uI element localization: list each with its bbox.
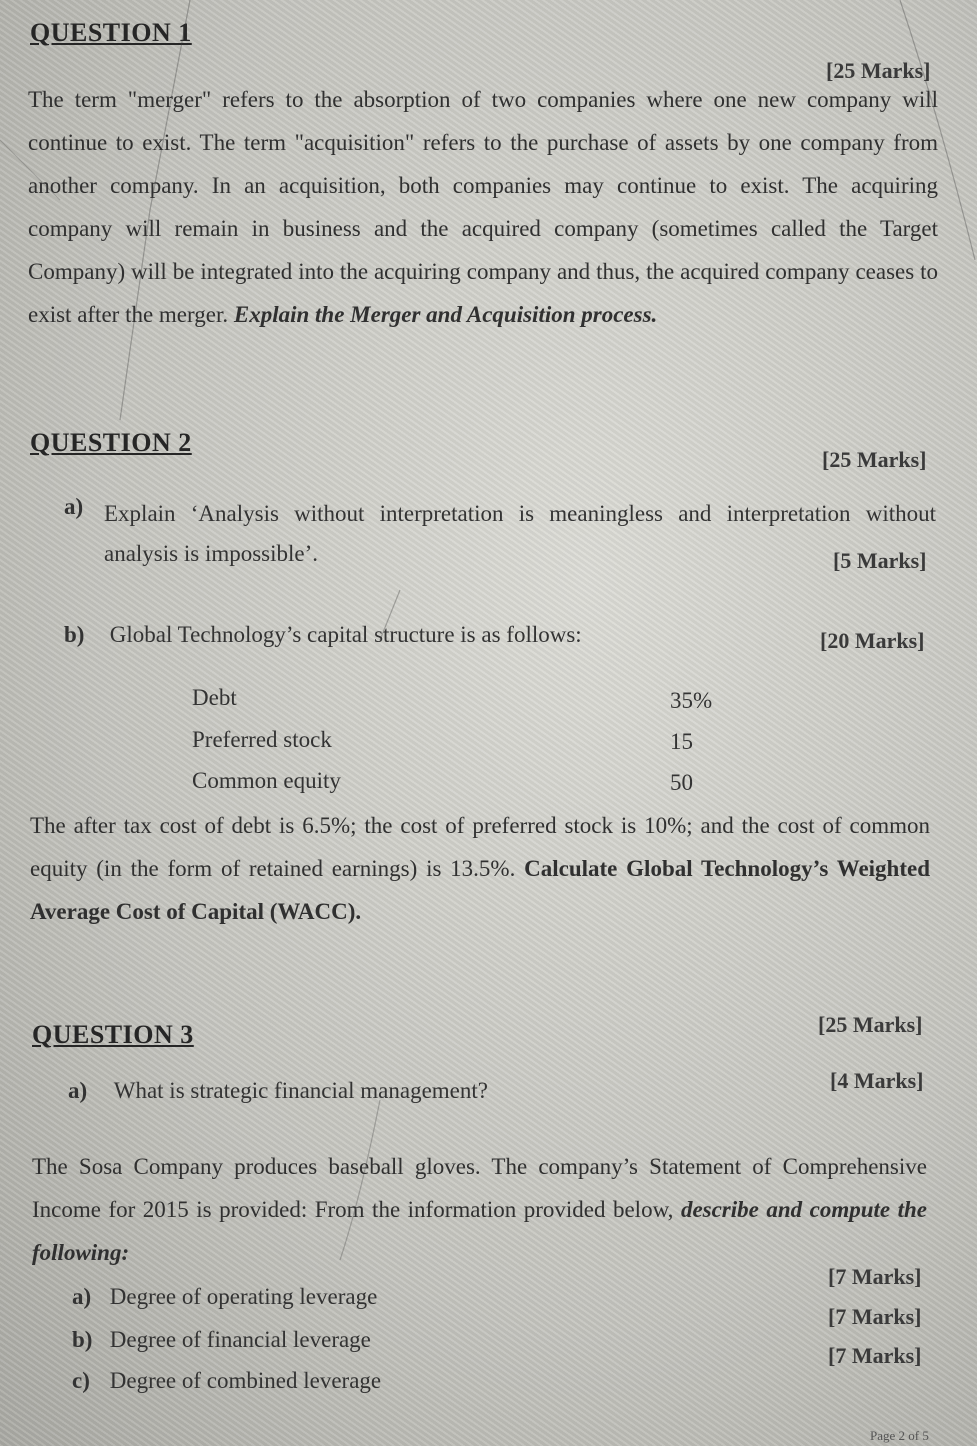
question-3a [68,1078,488,1104]
item-marks: [7 Marks] [828,1264,922,1289]
question-3a-label: a) [68,1078,88,1103]
item-text: Degree of financial leverage [109,1327,371,1352]
wacc-given-data: The after tax cost of debt is 6.5%; the cost of preferred stock is 10%; and the cost of common equity (in the form of retained earnings) is 13.5%. [30,813,930,881]
question-1-marks: [25 Marks] [826,58,931,83]
question-3-intro [32,1145,927,1274]
question-3-item [72,1368,381,1394]
question-3a-marks: [4 Marks] [830,1068,924,1093]
item-text: Degree of combined leverage [109,1368,382,1393]
question-1-heading: QUESTION 1 [30,18,192,47]
item-label: c) [72,1368,90,1393]
question-2a-label: a) [64,494,84,519]
question-3-item [72,1327,371,1353]
question-2b-marks: [20 Marks] [820,628,925,653]
capital-table-item: Preferred stock [192,727,332,752]
capital-table-value: 50 [670,770,693,795]
capital-table-value: 35% [670,688,713,713]
question-3-marks: [25 Marks] [818,1012,923,1037]
question-1-instruction: Explain the Merger and Acquisition process. [233,302,658,327]
question-3-heading: QUESTION 3 [32,1020,194,1049]
question-2-marks: [25 Marks] [822,447,927,472]
question-2-heading: QUESTION 2 [30,428,192,457]
question-2b-text: Global Technology’s capital structure is as follows: [109,622,582,647]
capital-table-item: Debt [192,685,237,710]
question-3-item [72,1284,377,1310]
sosa-company-intro: The Sosa Company produces baseball gloves. The company’s Statement of Comprehensive Income for 2015 is provided: From the information provided below, [32,1154,927,1222]
wacc-instruction: Calculate Global Technology’s Weighted Average Cost of Capital (WACC). [30,856,930,924]
item-text: Degree of operating leverage [109,1284,378,1309]
page-number: Page 2 of 5 [870,1428,929,1443]
question-2a-text: Explain ‘Analysis without interpretation is meaningless and interpretation without analysis is impossible’. [104,501,936,566]
question-1-text [28,78,938,336]
question-3a-text: What is strategic financial management? [113,1078,488,1103]
capital-table-value: 15 [670,729,693,754]
question-1-body: The term "merger" refers to the absorption of two companies where one new company will continue to exist. The term "acquisition" refers to the purchase of assets by one company from another company. In an acquisition, both companies may continue to exist. The acquiring company will remain in business and the acquired company (sometimes called the Target Company) will be integrated into the acquiring company and thus, the acquired company ceases to exist after the merger. [28,87,938,327]
item-label: b) [72,1327,93,1352]
question-2b [64,622,582,648]
question-2b-details [30,804,930,933]
sosa-instruction: describe and compute the following: [32,1197,927,1265]
question-2a-marks: [5 Marks] [833,548,927,573]
capital-table-item: Common equity [192,768,341,793]
question-2b-label: b) [64,622,85,647]
item-marks: [7 Marks] [828,1304,922,1329]
item-label: a) [72,1284,92,1309]
item-marks: [7 Marks] [828,1343,922,1368]
